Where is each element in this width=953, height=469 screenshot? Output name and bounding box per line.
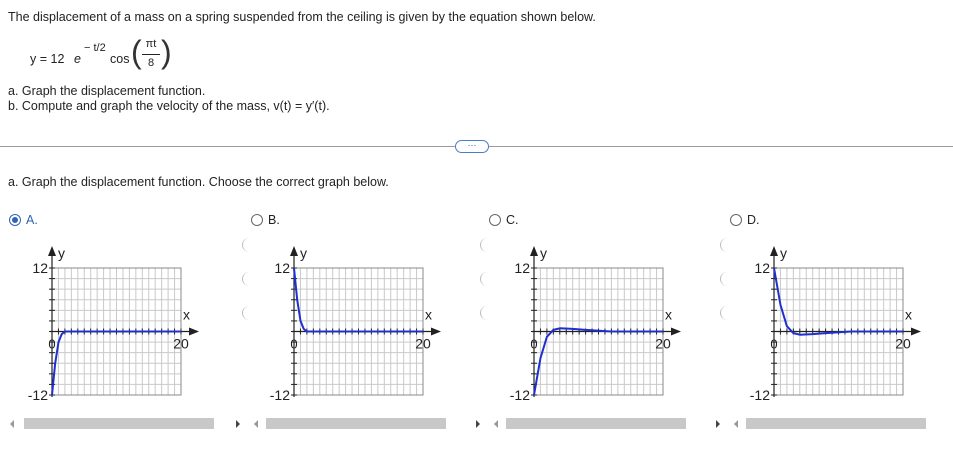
scrollbar-a[interactable]	[8, 417, 234, 431]
y-axis-arrow-icon	[770, 246, 778, 256]
x-axis-arrow-icon	[671, 328, 681, 336]
radio-a[interactable]	[9, 214, 21, 226]
y-top-label: 12	[274, 260, 290, 276]
origin-label: 0	[530, 336, 538, 352]
y-axis-label: y	[780, 245, 787, 261]
x-axis-label: x	[425, 306, 432, 323]
scroll-thumb[interactable]	[24, 418, 214, 429]
scroll-right-icon[interactable]	[716, 420, 720, 428]
graph-option-c[interactable]	[482, 230, 722, 410]
problem-statement: The displacement of a mass on a spring suspended from the ceiling is given by the equation shown below.	[8, 10, 596, 24]
part-a-text: a. Graph the displacement function.	[8, 84, 206, 98]
option-a-label: A.	[26, 213, 38, 227]
equation-left-paren: (	[131, 34, 142, 70]
y-axis-arrow-icon	[48, 246, 56, 256]
graph-option-b[interactable]	[242, 230, 482, 410]
x-axis-arrow-icon	[189, 328, 199, 336]
equation-exponent: − t/2	[84, 42, 106, 54]
origin-label: 0	[770, 336, 778, 352]
x-axis-arrow-icon	[911, 328, 921, 336]
origin-label: 0	[48, 336, 56, 352]
option-c-label: C.	[506, 213, 519, 227]
scroll-left-icon[interactable]	[734, 420, 738, 428]
fraction-bar	[142, 54, 160, 55]
y-bottom-label: -12	[749, 387, 770, 403]
option-a[interactable]	[9, 213, 38, 227]
x-axis-label: x	[905, 306, 912, 323]
graph-option-a[interactable]	[0, 230, 240, 410]
x-axis-arrow-icon	[431, 328, 441, 336]
x-axis-label: x	[183, 306, 190, 323]
scroll-left-icon[interactable]	[10, 420, 14, 428]
y-axis-arrow-icon	[530, 246, 538, 256]
y-top-label: 12	[514, 260, 530, 276]
question-text: a. Graph the displacement function. Choose the correct graph below.	[8, 175, 389, 189]
scroll-right-icon[interactable]	[476, 420, 480, 428]
scroll-thumb[interactable]	[746, 418, 926, 429]
scrollbar-c[interactable]	[488, 417, 714, 431]
scrollbar-b[interactable]	[248, 417, 474, 431]
equation-numerator: πt	[145, 38, 157, 50]
y-bottom-label: -12	[269, 387, 290, 403]
part-b-text: b. Compute and graph the velocity of the mass, v(t) = y′(t).	[8, 99, 330, 113]
equation	[30, 36, 200, 76]
option-b-label: B.	[268, 213, 280, 227]
equation-right-paren: )	[161, 34, 172, 70]
y-top-label: 12	[32, 260, 48, 276]
scroll-left-icon[interactable]	[494, 420, 498, 428]
equation-func: cos	[110, 52, 130, 66]
origin-label: 0	[290, 336, 298, 352]
radio-c[interactable]	[489, 214, 501, 226]
option-b[interactable]	[251, 213, 280, 227]
radio-d[interactable]	[730, 214, 742, 226]
y-bottom-label: -12	[509, 387, 530, 403]
scroll-thumb[interactable]	[506, 418, 686, 429]
equation-denominator: 8	[147, 57, 155, 69]
graph-option-d[interactable]	[722, 230, 953, 410]
x-right-label: 20	[173, 335, 189, 352]
equation-lhs: y = 12	[30, 52, 65, 66]
x-axis-label: x	[665, 306, 672, 323]
y-axis-label: y	[58, 245, 65, 261]
scroll-right-icon[interactable]	[236, 420, 240, 428]
radio-b[interactable]	[251, 214, 263, 226]
more-button[interactable]: ⋯	[455, 140, 489, 153]
y-axis-arrow-icon	[290, 246, 298, 256]
x-right-label: 20	[415, 335, 431, 352]
equation-e: e	[74, 52, 81, 66]
y-axis-label: y	[540, 245, 547, 261]
option-c[interactable]	[489, 213, 519, 227]
y-axis-label: y	[300, 245, 307, 261]
option-d[interactable]	[730, 213, 760, 227]
x-right-label: 20	[655, 335, 671, 352]
x-right-label: 20	[895, 335, 911, 352]
scrollbar-d[interactable]	[728, 417, 944, 431]
y-top-label: 12	[754, 260, 770, 276]
y-bottom-label: -12	[27, 387, 48, 403]
option-d-label: D.	[747, 213, 760, 227]
scroll-thumb[interactable]	[266, 418, 446, 429]
scroll-left-icon[interactable]	[254, 420, 258, 428]
